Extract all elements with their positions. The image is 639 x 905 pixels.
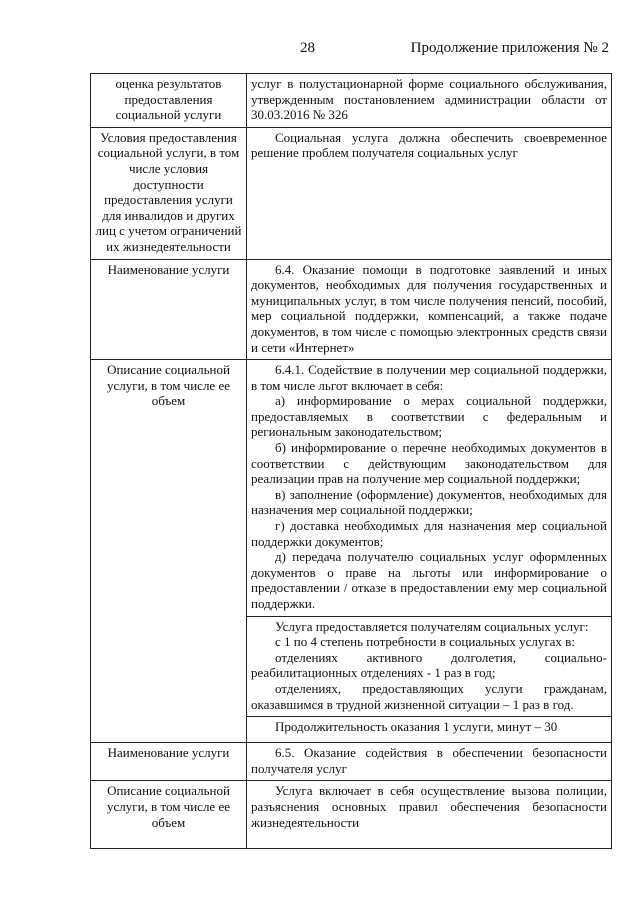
table-row <box>91 259 612 360</box>
paragraph: отделениях активного долголетия, социально-реабилитационных отделениях - 1 раз в год; <box>251 649 607 681</box>
appendix-caption: Продолжение приложения № 2 <box>410 40 609 56</box>
recipients-text <box>247 616 612 717</box>
paragraph: а) информирование о мерах социальной поддержки, предоставляемых в соответствии с федеральным и региональным законодательством; <box>251 393 607 440</box>
paragraph: 6.4. Оказание помощи в подготовке заявлений и иных документов, необходимых для получения государственных и муниципальных услуг, в том числе получения пенсий, пособий, мер социальной поддержки, компенсаций, а также подаче документов, в том числе с помощью электронных средств связи и сети «Интернет» <box>251 261 607 355</box>
row-label-service-name: Наименование услуги <box>91 743 247 781</box>
assessment-text <box>247 74 612 128</box>
table-row <box>91 781 612 849</box>
paragraph: г) доставка необходимых для назначения мер социальной поддержки документов; <box>251 518 607 549</box>
paragraph: в) заполнение (оформление) документов, необходимых для назначения мер социальной поддержки; <box>251 486 607 518</box>
table-row <box>91 360 612 617</box>
page-number: 28 <box>300 40 315 56</box>
paragraph: 6.5. Оказание содействия в обеспечении безопасности получателя услуг <box>251 745 607 776</box>
row-label-conditions: Условия предоставления социальной услуги, в том числе условия доступности предоставления услуги для инвалидов и других лиц с учетом ограничений их жизнедеятельности <box>91 127 247 259</box>
table-row <box>91 743 612 781</box>
security-service-name <box>247 743 612 781</box>
row-label-description: Описание социальной услуги, в том числе ее объем <box>91 360 247 743</box>
paragraph: Услуга включает в себя осуществление вызова полиции, разъяснения основных правил обеспечения безопасности жизнедеятельности <box>251 783 607 830</box>
description-text <box>247 360 612 617</box>
text-line: услуг в полустационарной форме социального обслуживания, <box>251 76 607 91</box>
services-table <box>90 73 612 849</box>
security-description <box>247 781 612 849</box>
duration-text <box>247 717 612 743</box>
row-label-assessment: оценка результатов предоставления социальной услуги <box>91 74 247 128</box>
paragraph: отделениях, предоставляющих услуги гражданам, оказавшимся в трудной жизненной ситуации – 1 раз в год. <box>251 680 607 712</box>
paragraph: б) информирование о перечне необходимых документов в соответствии с действующим законодательством для реализации прав на получение мер социальной поддержки; <box>251 440 607 487</box>
paragraph: с 1 по 4 степень потребности в социальных услугах в: <box>275 634 575 650</box>
text-line: 30.03.2016 № 326 <box>251 107 348 123</box>
row-label-service-name: Наименование услуги <box>91 259 247 360</box>
table-row <box>91 127 612 259</box>
paragraph: д) передача получателю социальных услуг оформленных документов о праве на льготы или информирование о предоставлении / отказе в предоставлении ему мер социальной поддержки. <box>251 549 607 611</box>
paragraph: 6.4.1. Содействие в получении мер социальной поддержки, в том числе льгот включает в себя: <box>251 362 607 393</box>
text-line: утвержденным постановлением администрации области от <box>251 91 607 107</box>
conditions-text <box>247 127 612 259</box>
row-label-description: Описание социальной услуги, в том числе ее объем <box>91 781 247 849</box>
paragraph: Услуга предоставляется получателям социальных услуг: <box>275 618 589 634</box>
paragraph: Продолжительность оказания 1 услуги, минут – 30 <box>275 719 558 735</box>
paragraph: Социальная услуга должна обеспечить своевременное решение проблем получателя социальных услуг <box>251 129 607 161</box>
service-name-text <box>247 259 612 360</box>
table-row <box>91 74 612 128</box>
